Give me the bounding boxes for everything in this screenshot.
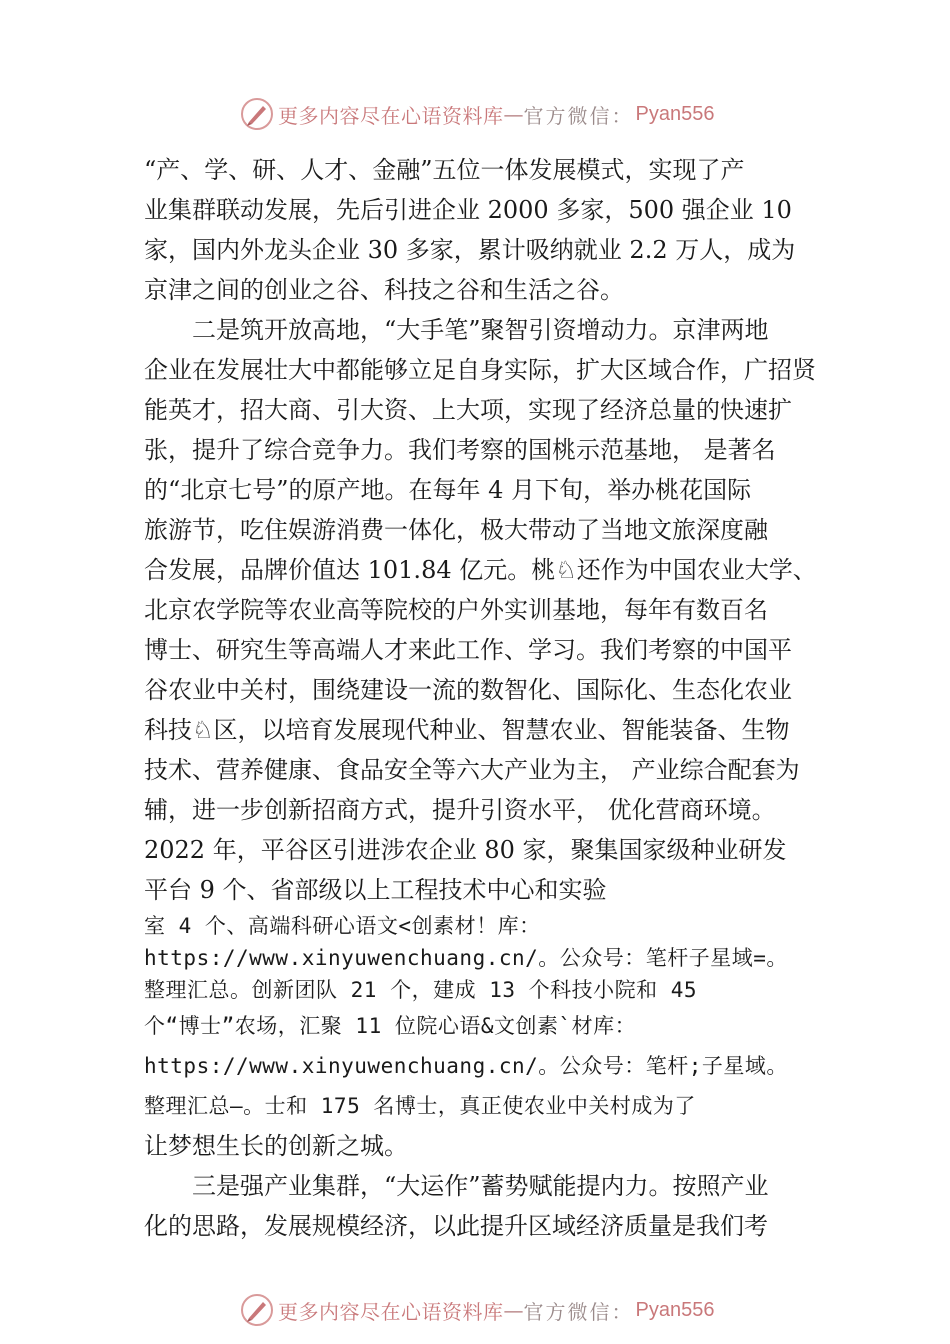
text-line: 企业在发展壮大中都能够立足自身实际，扩大区域合作，广招贤 (144, 356, 816, 384)
banner-subtitle: 官方微信： (523, 103, 634, 128)
banner-separator: — (503, 102, 524, 126)
document-body (144, 150, 824, 1246)
pen-logo-icon (240, 97, 274, 131)
text-line: 化的思路，发展规模经济，以此提升区域经济质量是我们考 (144, 1212, 768, 1240)
text-line: 科技♘区，以培育发展现代种业、智慧农业、智能装备、生物 (144, 716, 790, 744)
footer-banner (240, 1290, 760, 1330)
text-line: 技术、营养健康、食品安全等六大产业为主， 产业综合配套为 (144, 756, 800, 784)
text-line: 家，国内外龙头企业 30 多家，累计吸纳就业 2.2 万人，成为 (144, 236, 796, 264)
text-line: 室 4 个、高端科研心语文<创素材！库： (144, 914, 541, 938)
header-banner (240, 94, 760, 134)
text-line: 整理汇总。创新团队 21 个，建成 13 个科技小院和 45 (144, 978, 698, 1002)
banner-subtitle: 官方微信： (523, 1299, 634, 1324)
text-line: 二是筑开放高地，“大手笔”聚智引资增动力。京津两地 (192, 316, 769, 344)
banner-separator: — (503, 1298, 524, 1322)
text-line: 2022 年，平谷区引进涉农企业 80 家，聚集国家级种业研发 (144, 836, 787, 864)
text-line: 谷农业中关村，围绕建设一流的数智化、国际化、生态化农业 (144, 676, 792, 704)
text-line: 个“博士”农场，汇聚 11 位院心语&文创素`材库： (144, 1014, 637, 1038)
text-line: 的“北京七号”的原产地。在每年 4 月下旬，举办桃花国际 (144, 476, 752, 504)
banner-title: 更多内容尽在心语资料库 (278, 1299, 504, 1324)
text-line: 平台 9 个、省部级以上工程技术中心和实验 (144, 876, 607, 904)
banner-wechat-id: Pyan556 (635, 1298, 715, 1321)
text-line: 北京农学院等农业高等院校的户外实训基地，每年有数百名 (144, 596, 768, 624)
text-line: 业集群联动发展，先后引进企业 2000 多家，500 强企业 10 (144, 196, 792, 224)
text-line: “产、学、研、人才、金融”五位一体发展模式，实现了产 (144, 156, 745, 184)
text-line: 整理汇总—。士和 175 名博士，真正使农业中关村成为了 (144, 1094, 696, 1118)
banner-wechat-id: Pyan556 (635, 102, 715, 125)
pen-logo-icon (240, 1293, 274, 1327)
text-line: 三是强产业集群，“大运作”蓄势赋能提内力。按照产业 (192, 1172, 769, 1200)
text-line: 合发展，品牌价值达 101.84 亿元。桃♘还作为中国农业大学、 (144, 556, 817, 584)
text-line: 博士、研究生等高端人才来此工作、学习。我们考察的中国平 (144, 636, 792, 664)
text-line: 张，提升了综合竞争力。我们考察的国桃示范基地， 是著名 (144, 436, 776, 464)
text-line: 旅游节，吃住娱游消费一体化，极大带动了当地文旅深度融 (144, 516, 768, 544)
text-line: https://www.xinyuwenchuang.cn/。公众号：笔杆;子星域。 (144, 1054, 788, 1078)
text-line: 让梦想生长的创新之城。 (144, 1132, 408, 1160)
text-line: https://www.xinyuwenchuang.cn/。公众号：笔杆子星域=。 (144, 946, 788, 970)
banner-title: 更多内容尽在心语资料库 (278, 103, 504, 128)
text-line: 京津之间的创业之谷、科技之谷和生活之谷。 (144, 276, 624, 304)
text-line: 能英才，招大商、引大资、上大项，实现了经济总量的快速扩 (144, 396, 792, 424)
text-line: 辅，进一步创新招商方式，提升引资水平， 优化营商环境。 (144, 796, 776, 824)
